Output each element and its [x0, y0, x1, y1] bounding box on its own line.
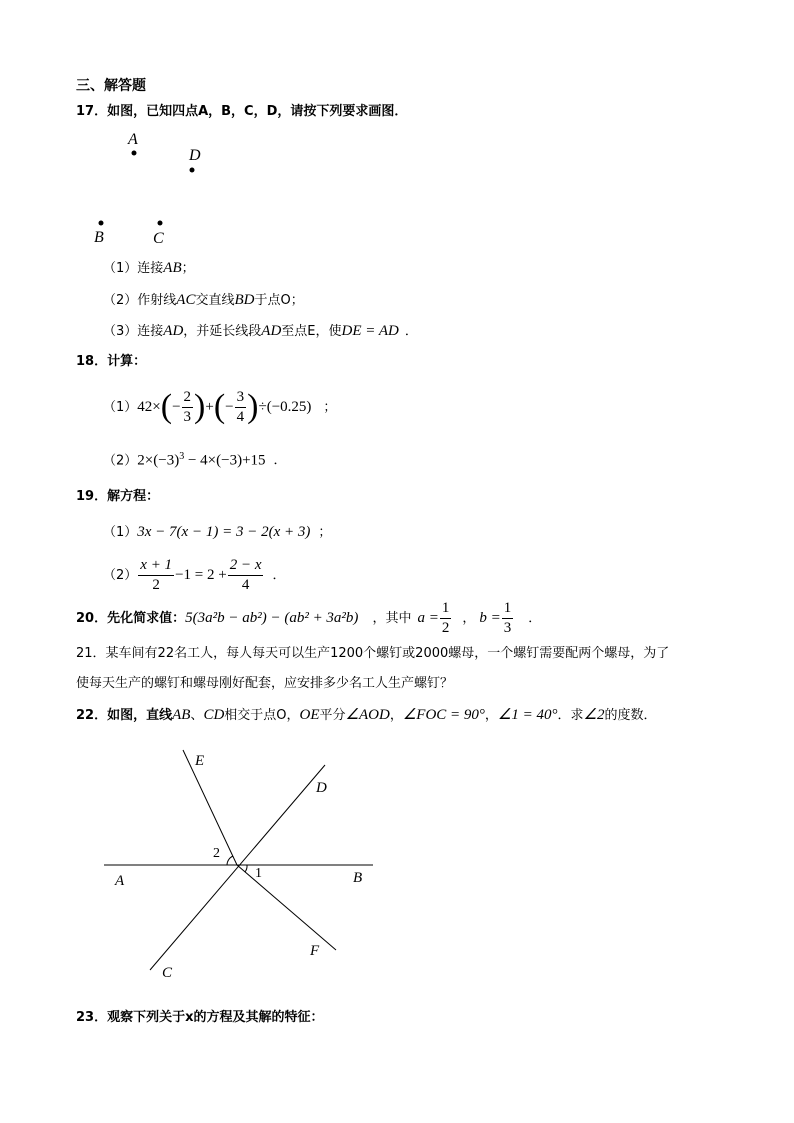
q17-p1-seg: AB	[163, 260, 182, 276]
q19-f1-den: 2	[152, 576, 160, 593]
q19-p2-mid: −1 = 2 +	[175, 566, 227, 583]
point-c-dot	[158, 221, 163, 226]
q22-a2: ∠2	[583, 707, 605, 723]
q17-p1-post: ；	[181, 261, 195, 276]
q21-line2: 使每天生产的螺钉和螺母刚好配套，应安排多少名工人生产螺钉？	[76, 676, 454, 691]
q17-p2-post: 于点O；	[254, 293, 304, 308]
q22-cd: CD	[203, 707, 225, 723]
q19-p1-end: ；	[318, 525, 332, 540]
ray-of	[237, 865, 336, 950]
q20-comma: ，	[462, 610, 476, 626]
label-b: B	[353, 870, 363, 886]
q21-line1: 21．某车间有22名工人，每人每天可以生产1200个螺钉或2000螺母，一个螺钉需要配两个螺母，为了	[76, 646, 670, 661]
q18-paren-open-1: (	[160, 388, 173, 425]
q22-mid2: 平分	[319, 708, 346, 723]
q19-part2	[103, 555, 286, 595]
label-f: F	[310, 943, 320, 959]
label-e: E	[195, 753, 205, 769]
point-d-dot	[190, 168, 195, 173]
q23-stem: 23．观察下列关于x的方程及其解的特征：	[76, 1010, 324, 1025]
q20-end: ．	[528, 610, 542, 626]
q20-a-eq: a =	[417, 609, 439, 626]
q17-part2	[103, 293, 304, 308]
q18-p2-end: ．	[273, 453, 287, 469]
q17-p2-mid: 交直线	[195, 293, 235, 308]
angle-2-arc	[227, 856, 233, 865]
label-angle-2: 2	[213, 846, 220, 861]
q19-f1-num: x + 1	[138, 557, 174, 576]
point-a-label: A	[128, 131, 138, 148]
q18-part1	[103, 385, 336, 429]
q20-row	[76, 598, 541, 638]
q22-ab: AB	[172, 707, 191, 723]
q18-p1-tail: ÷(−0.25)	[258, 398, 312, 415]
q18-p2-label: （2）	[103, 453, 138, 469]
q17-p3-mid: ，并延长线段	[183, 324, 262, 339]
q18-p1-label: （1）	[103, 399, 138, 415]
q20-b-eq: b =	[479, 609, 501, 626]
q18-fraction-1	[182, 389, 194, 425]
label-angle-1: 1	[255, 866, 262, 881]
q20-b-fraction	[502, 600, 514, 636]
q18-stem: 18．计算：	[76, 354, 147, 369]
q17-p3-mid2: 至点E，使	[281, 324, 342, 339]
q22-pre: 22．如图，直线	[76, 708, 173, 723]
q20-b-den: 3	[503, 619, 512, 636]
q18-f1-den: 3	[183, 408, 192, 425]
q22-mid1: 相交于点O，	[224, 708, 300, 723]
q18-p1-end: ；	[323, 399, 337, 415]
q19-p2-label: （2）	[103, 567, 138, 583]
q20-stem: 20．先化简求值：	[76, 610, 186, 626]
q17-p3-post: ．	[404, 324, 418, 339]
q17-text: 17．如图，已知四点A，B，C，D，请按下列要求画图．	[76, 104, 408, 119]
q18-p2-tail: − 4×(−3)+15	[184, 452, 266, 469]
q18-paren-open-2: (	[213, 388, 226, 425]
q20-a-num: 1	[440, 600, 452, 619]
q17-p3-seg2: AD	[261, 323, 282, 339]
q20-where: ，其中	[372, 610, 412, 626]
q22-oe: OE	[299, 707, 320, 723]
q18-paren-close-2: )	[247, 388, 259, 425]
q19-p2-end: ．	[272, 567, 286, 583]
q18-f1-num: 2	[182, 389, 194, 408]
label-c: C	[162, 965, 173, 981]
q17-part1	[103, 261, 195, 276]
q22-sep: 、	[190, 708, 204, 723]
point-c-label: C	[153, 230, 164, 247]
q17-p2-ray: AC	[176, 292, 196, 308]
q18-f2-den: 4	[236, 408, 245, 425]
q17-p3-eq: DE = AD	[341, 323, 399, 339]
q20-a-fraction	[440, 600, 452, 636]
label-a: A	[115, 873, 125, 889]
q18-plus: +	[205, 398, 214, 415]
q17-p3-seg: AD	[163, 323, 184, 339]
q17-part3	[103, 324, 418, 339]
q18-p1-a: 42×	[137, 398, 161, 415]
q22-mid4: ，	[484, 708, 498, 723]
q22-angle-figure	[100, 740, 390, 990]
ray-oe	[183, 750, 237, 865]
q17-p2-line: BD	[234, 292, 255, 308]
q19-part1	[103, 525, 331, 540]
q22-stem	[76, 708, 656, 723]
q18-paren-close-1: )	[194, 388, 206, 425]
q19-p1-label: （1）	[103, 525, 138, 540]
q18-part2	[103, 452, 287, 468]
q22-a1: ∠1 = 40°	[497, 707, 558, 723]
q18-p2-exp: 3	[179, 451, 185, 462]
q22-post: 的度数．	[604, 708, 657, 723]
q18-p2-expr: 2×(−3)	[137, 452, 180, 469]
q22-mid3: ，	[389, 708, 403, 723]
q18-f2-num: 3	[235, 389, 247, 408]
q17-stem	[76, 105, 407, 118]
q19-f2-den: 4	[241, 576, 250, 593]
angle-1-arc	[245, 865, 247, 872]
q19-p1-expr: 3x − 7(x − 1) = 3 − 2(x + 3)	[137, 524, 311, 540]
line-cd	[150, 765, 325, 970]
q17-p3-pre: （3）连接	[103, 324, 164, 339]
point-b-dot	[99, 221, 104, 226]
q19-stem: 19．解方程：	[76, 489, 160, 504]
q17-p1-pre: （1）连接	[103, 261, 164, 276]
section-title: 三、解答题	[76, 78, 146, 94]
q20-expr: 5(3a²b − ab²) − (ab² + 3a²b)	[185, 609, 359, 626]
q19-fraction-2	[228, 557, 264, 593]
q18-fraction-2	[235, 389, 247, 425]
q20-a-den: 2	[441, 619, 450, 636]
point-d-label: D	[189, 147, 201, 164]
q18-minus-2: −	[225, 398, 234, 415]
label-d: D	[316, 780, 327, 796]
point-a-dot	[132, 151, 137, 156]
q17-p2-pre: （2）作射线	[103, 293, 177, 308]
q22-foc: ∠FOC = 90°	[402, 707, 485, 723]
point-b-label: B	[94, 229, 104, 246]
q22-aod: ∠AOD	[345, 707, 390, 723]
q20-b-num: 1	[502, 600, 514, 619]
q18-minus-1: −	[172, 398, 181, 415]
q19-f2-num: 2 − x	[228, 557, 264, 576]
q22-mid5: ．求	[557, 708, 584, 723]
q19-fraction-1	[138, 557, 174, 593]
